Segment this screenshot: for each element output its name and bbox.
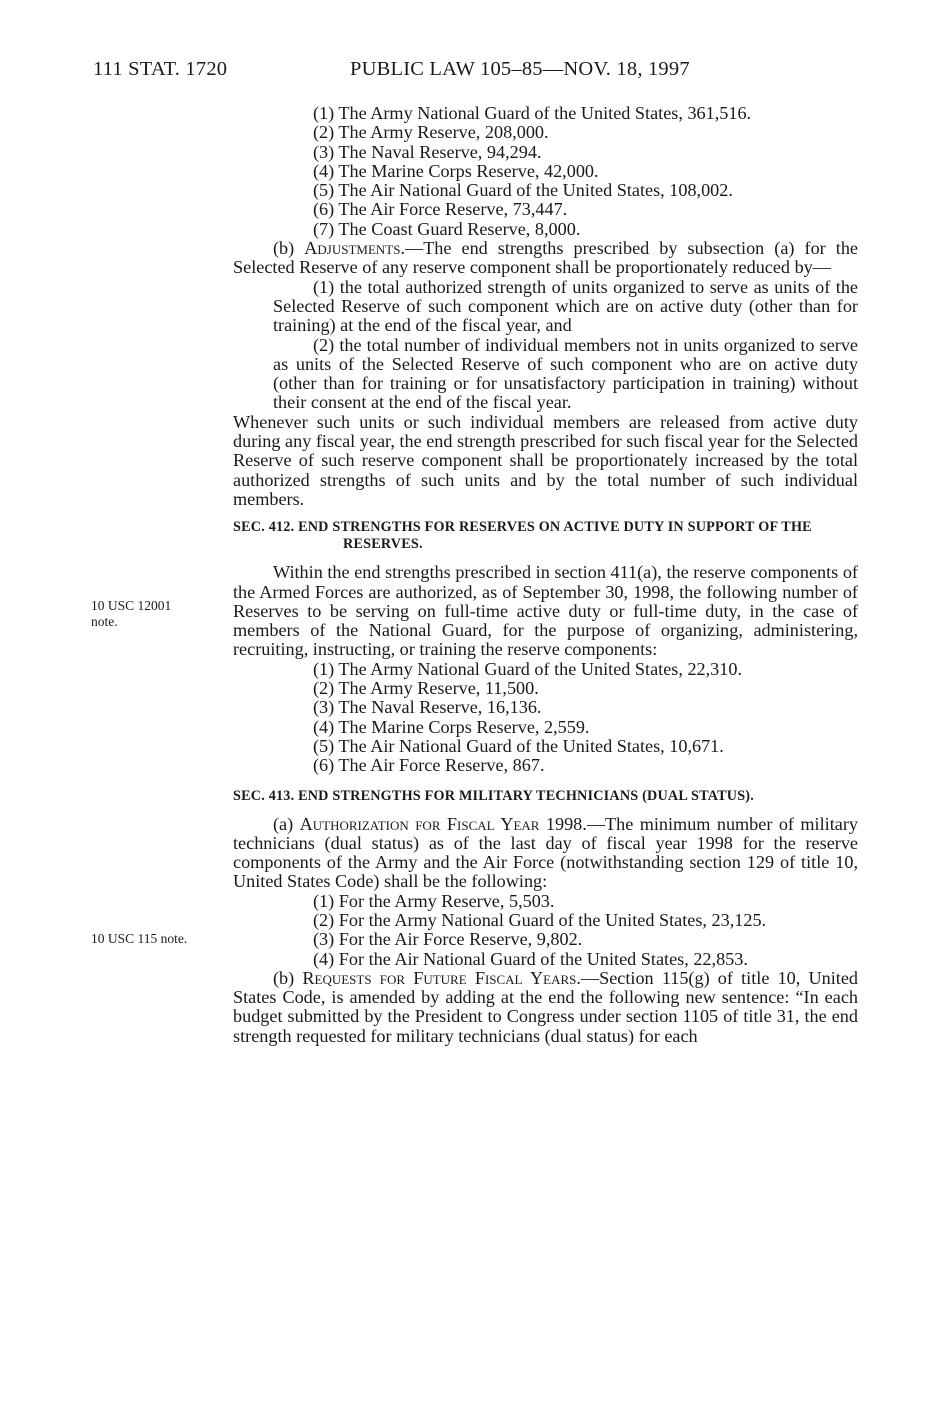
list-item: (3) The Naval Reserve, 16,136. [313,697,542,718]
adjustments-paragraph: (b) Adjustments.—The end strengths prescribed by subsection (a) for the Selected Reserve of any reserve component shall be proportionately reduced by— [233,238,858,278]
adjustments-heading: Adjustments [304,238,401,259]
section-413-a-paragraph: (a) Authorization for Fiscal Year 1998.—The minimum number of military technicians (dual status) as of the last day of fiscal year 1998 for the reserve components of the Army and the Air Force (notwithstanding section 129 of title 10, United States Code) shall be the following: [233,813,858,892]
reserve-end-strength-list [233,104,858,239]
list-item: (3) For the Air Force Reserve, 9,802. [313,929,583,950]
page-header [93,58,853,88]
law-reference: PUBLIC LAW 105–85—NOV. 18, 1997 [350,58,690,80]
list-item: (1) The Army National Guard of the United States, 361,516. [313,103,752,123]
section-413-list [233,892,858,969]
list-item: (4) For the Air National Guard of the United States, 22,853. [313,948,748,969]
list-item: (7) The Coast Guard Reserve, 8,000. [313,218,581,239]
list-item: (1) The Army National Guard of the United States, 22,310. [313,658,743,679]
section-413-b-paragraph: (b) Requests for Future Fiscal Years.—Section 115(g) of title 10, United States Code, is amended by adding at the end the following new sentence: “In each budget submitted by the President to Congress under section 1105 of title 31, the end strength requested for military technicians (dual status) for each [233,967,858,1046]
list-item: (6) The Air Force Reserve, 73,447. [313,199,568,220]
list-item: (6) The Air Force Reserve, 867. [313,755,545,776]
list-item: (4) The Marine Corps Reserve, 2,559. [313,716,590,737]
section-412-heading: SEC. 412. END STRENGTHS FOR RESERVES ON ACTIVE DUTY IN SUPPORT OF THE RESERVES. [233,519,812,553]
section-412-list [233,660,858,776]
document-body [233,104,858,1046]
adjustments-item-1: (1) the total authorized strength of units organized to serve as units of the Selected Reserve of such component which are on active duty (other than for training) at the end of the fiscal year, and [273,276,858,336]
list-item: (4) The Marine Corps Reserve, 42,000. [313,160,599,181]
section-413-a-heading: Authorization for Fiscal Year 1998 [299,813,583,834]
list-item: (2) The Army Reserve, 11,500. [313,678,539,699]
adjustments-item-2: (2) the total number of individual members not in units organized to serve as units of the Selected Reserve of such component who are on active duty (other than for training or for unsatisfactory participation in training) without their consent at the end of the fiscal year. [273,334,858,413]
page-reference: 111 STAT. 1720 [93,58,228,80]
margin-note-usc-115: 10 USC 115 note. [91,931,188,946]
list-item: (1) For the Army Reserve, 5,503. [313,890,555,911]
section-413-heading: SEC. 413. END STRENGTHS FOR MILITARY TECHNICIANS (DUAL STATUS). [233,787,754,804]
list-item: (5) The Air National Guard of the United States, 10,671. [313,735,724,756]
section-412-intro: Within the end strengths prescribed in section 411(a), the reserve components of the Armed Forces are authorized, as of September 30, 1998, the following number of Reserves to be serving on full-time active duty or full-time duty, in the case of members of the National Guard, for the purpose of organizing, administering, recruiting, instructing, or training the reserve components: [233,562,858,660]
list-item: (3) The Naval Reserve, 94,294. [313,141,542,162]
section-413-b-heading: Requests for Future Fiscal Years [302,967,577,988]
whenever-paragraph: Whenever such units or such individual members are released from active duty during any fiscal year, the end strength prescribed for such fiscal year for the Selected Reserve of such reserve component shall be proportionately increased by the total authorized strengths of such units and by the total number of such individual members. [233,411,858,509]
margin-note-usc-12001: 10 USC 12001 note. [91,598,172,629]
list-item: (2) The Army Reserve, 208,000. [313,122,549,143]
list-item: (5) The Air National Guard of the United States, 108,002. [313,180,733,201]
list-item: (2) For the Army National Guard of the United States, 23,125. [313,909,767,930]
